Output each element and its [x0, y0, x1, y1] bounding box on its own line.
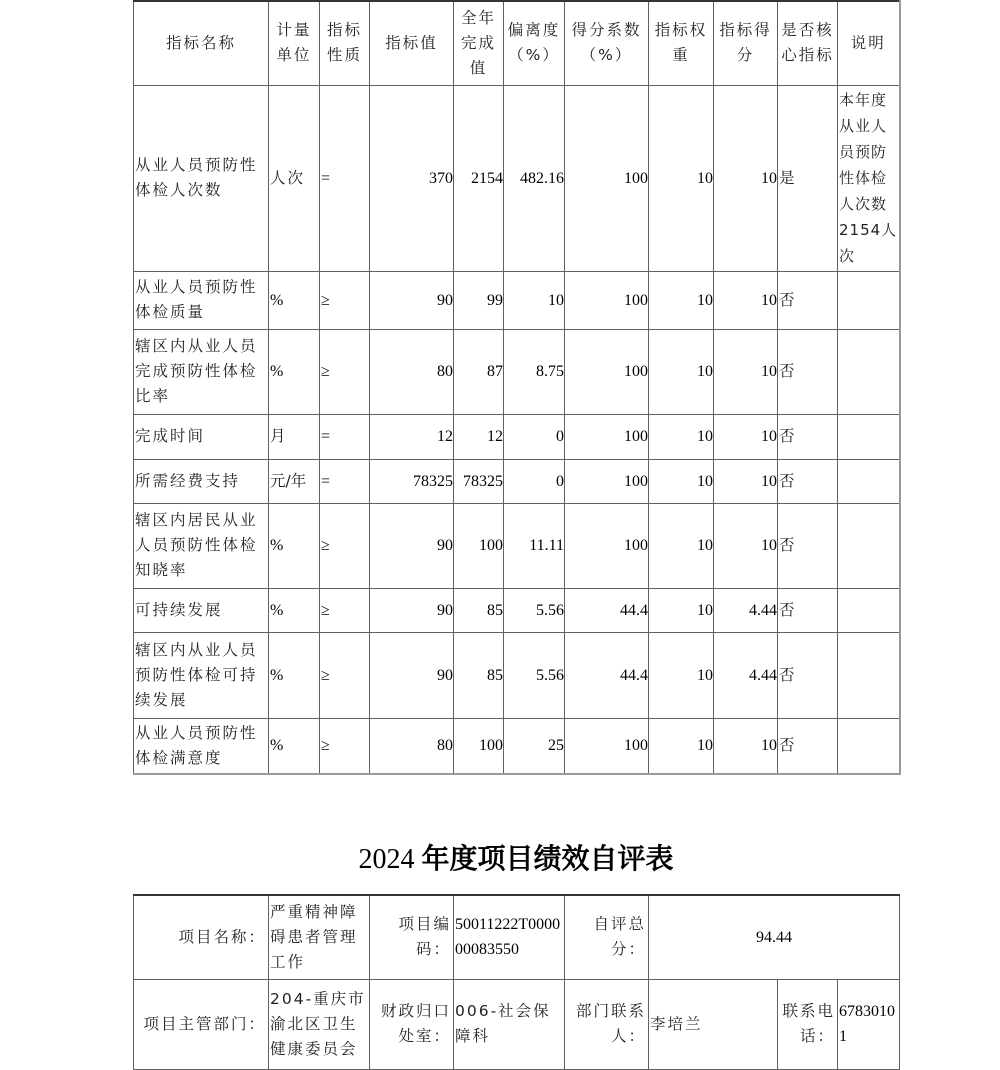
header-deviation: 偏离度（%）	[504, 1, 565, 85]
core: 否	[778, 414, 838, 459]
coef: 100	[565, 718, 649, 774]
note	[838, 632, 900, 718]
coef: 100	[565, 414, 649, 459]
weight: 10	[649, 588, 714, 632]
table-row	[134, 718, 900, 774]
unit: %	[269, 329, 320, 414]
self-score-label: 自评总分：	[565, 895, 649, 979]
coef: 100	[565, 271, 649, 329]
title-year: 2024	[358, 844, 415, 875]
nature: ≥	[320, 718, 370, 774]
dept-value: 204-重庆市渝北区卫生健康委员会	[269, 979, 370, 1069]
unit: %	[269, 503, 320, 588]
project-name-value: 严重精神障碍患者管理工作	[269, 895, 370, 979]
unit: %	[269, 632, 320, 718]
indicator-name: 从业人员预防性体检人次数	[134, 85, 269, 271]
weight: 10	[649, 271, 714, 329]
header-unit: 计量单位	[269, 1, 320, 85]
score: 10	[714, 329, 778, 414]
core: 否	[778, 588, 838, 632]
note	[838, 503, 900, 588]
coef: 44.4	[565, 588, 649, 632]
finance-value: 006-社会保障科	[454, 979, 565, 1069]
target: 90	[370, 588, 454, 632]
actual: 100	[454, 503, 504, 588]
weight: 10	[649, 459, 714, 503]
title-text: 年度项目绩效自评表	[421, 844, 674, 875]
coef: 100	[565, 459, 649, 503]
deviation: 11.11	[504, 503, 565, 588]
unit: %	[269, 588, 320, 632]
deviation: 5.56	[504, 632, 565, 718]
contact-label: 部门联系人：	[565, 979, 649, 1069]
table-row	[134, 632, 900, 718]
coef: 100	[565, 329, 649, 414]
header-indicator-name: 指标名称	[134, 1, 269, 85]
core: 否	[778, 329, 838, 414]
header-target: 指标值	[370, 1, 454, 85]
note	[838, 588, 900, 632]
core: 否	[778, 718, 838, 774]
unit: 元/年	[269, 459, 320, 503]
deviation: 10	[504, 271, 565, 329]
score: 10	[714, 503, 778, 588]
actual: 2154	[454, 85, 504, 271]
coef: 100	[565, 503, 649, 588]
score: 4.44	[714, 588, 778, 632]
actual: 85	[454, 588, 504, 632]
indicator-name: 辖区内从业人员完成预防性体检比率	[134, 329, 269, 414]
coef: 44.4	[565, 632, 649, 718]
deviation: 0	[504, 414, 565, 459]
note	[838, 459, 900, 503]
weight: 10	[649, 718, 714, 774]
note	[838, 329, 900, 414]
unit: 月	[269, 414, 320, 459]
score: 10	[714, 414, 778, 459]
deviation: 0	[504, 459, 565, 503]
target: 80	[370, 718, 454, 774]
core: 否	[778, 459, 838, 503]
nature: =	[320, 414, 370, 459]
actual: 100	[454, 718, 504, 774]
header-nature: 指标性质	[320, 1, 370, 85]
target: 370	[370, 85, 454, 271]
target: 12	[370, 414, 454, 459]
project-row-1	[134, 895, 900, 979]
score: 10	[714, 459, 778, 503]
phone-label: 联系电话：	[778, 979, 838, 1069]
indicator-table	[133, 0, 901, 775]
deviation: 482.16	[504, 85, 565, 271]
indicator-name: 辖区内居民从业人员预防性体检知晓率	[134, 503, 269, 588]
unit: 人次	[269, 85, 320, 271]
nature: =	[320, 459, 370, 503]
table-row	[134, 329, 900, 414]
finance-label: 财政归口处室：	[370, 979, 454, 1069]
target: 80	[370, 329, 454, 414]
score: 10	[714, 85, 778, 271]
target: 90	[370, 503, 454, 588]
note: 本年度从业人员预防性体检人次数2154人次	[838, 85, 900, 271]
weight: 10	[649, 632, 714, 718]
nature: ≥	[320, 632, 370, 718]
target: 90	[370, 632, 454, 718]
core: 否	[778, 632, 838, 718]
nature: =	[320, 85, 370, 271]
project-name-label: 项目名称：	[134, 895, 269, 979]
deviation: 5.56	[504, 588, 565, 632]
core: 否	[778, 271, 838, 329]
nature: ≥	[320, 503, 370, 588]
table-row	[134, 588, 900, 632]
project-info-table	[133, 894, 900, 1070]
project-code-label: 项目编码：	[370, 895, 454, 979]
dept-label: 项目主管部门：	[134, 979, 269, 1069]
project-code-value: 50011222T000000083550	[454, 895, 565, 979]
indicator-name: 辖区内从业人员预防性体检可持续发展	[134, 632, 269, 718]
score: 4.44	[714, 632, 778, 718]
phone-value: 67830101	[838, 979, 900, 1069]
note	[838, 718, 900, 774]
deviation: 25	[504, 718, 565, 774]
weight: 10	[649, 503, 714, 588]
actual: 87	[454, 329, 504, 414]
header-coef: 得分系数（%）	[565, 1, 649, 85]
table-row	[134, 459, 900, 503]
indicator-name: 从业人员预防性体检满意度	[134, 718, 269, 774]
nature: ≥	[320, 588, 370, 632]
indicator-name: 完成时间	[134, 414, 269, 459]
weight: 10	[649, 414, 714, 459]
page-title	[0, 840, 1000, 880]
score: 10	[714, 271, 778, 329]
table-row	[134, 85, 900, 271]
table-row	[134, 414, 900, 459]
project-row-2	[134, 979, 900, 1069]
coef: 100	[565, 85, 649, 271]
note	[838, 271, 900, 329]
header-note: 说明	[838, 1, 900, 85]
indicator-name: 可持续发展	[134, 588, 269, 632]
header-score: 指标得分	[714, 1, 778, 85]
nature: ≥	[320, 271, 370, 329]
core: 否	[778, 503, 838, 588]
unit: %	[269, 718, 320, 774]
target: 90	[370, 271, 454, 329]
indicator-name: 从业人员预防性体检质量	[134, 271, 269, 329]
actual: 78325	[454, 459, 504, 503]
contact-value: 李培兰	[649, 979, 778, 1069]
nature: ≥	[320, 329, 370, 414]
weight: 10	[649, 329, 714, 414]
table-header-row	[134, 1, 900, 85]
actual: 12	[454, 414, 504, 459]
actual: 85	[454, 632, 504, 718]
header-core: 是否核心指标	[778, 1, 838, 85]
self-score-value: 94.44	[649, 895, 900, 979]
unit: %	[269, 271, 320, 329]
core: 是	[778, 85, 838, 271]
target: 78325	[370, 459, 454, 503]
deviation: 8.75	[504, 329, 565, 414]
score: 10	[714, 718, 778, 774]
weight: 10	[649, 85, 714, 271]
actual: 99	[454, 271, 504, 329]
note	[838, 414, 900, 459]
indicator-name: 所需经费支持	[134, 459, 269, 503]
table-row	[134, 271, 900, 329]
header-weight: 指标权重	[649, 1, 714, 85]
header-actual: 全年完成值	[454, 1, 504, 85]
table-row	[134, 503, 900, 588]
